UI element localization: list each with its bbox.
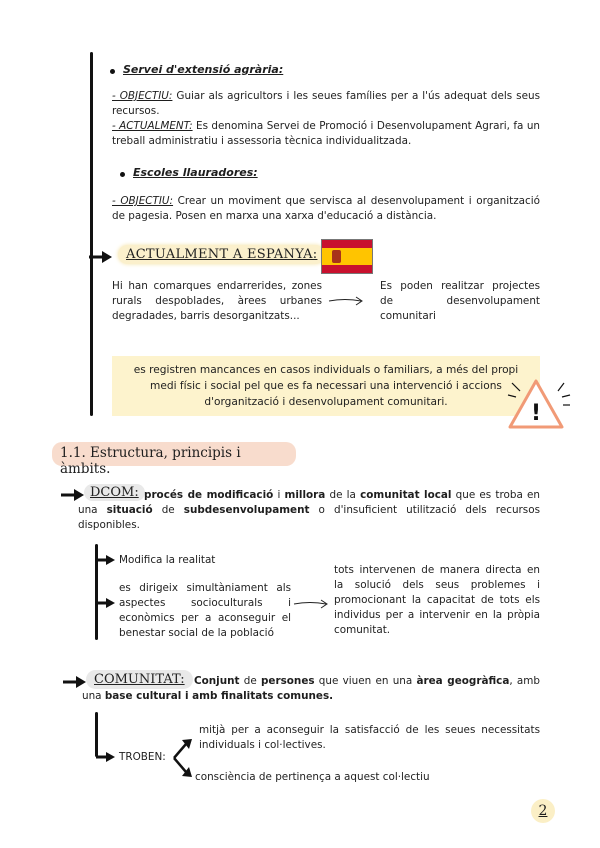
dcom-item2-right: tots intervenen de manera directa en la solució dels seus problemes i promocionant la capacitat de tots els individus per a intervenir en la pròpia comunitat. — [334, 564, 540, 636]
actualment-label: - ACTUALMENT: — [112, 120, 193, 132]
bullet-dot — [110, 69, 115, 74]
section-title: 1.1. Estructura, principis i àmbits. — [52, 442, 296, 466]
comunitat-t6: , amb una — [82, 675, 540, 702]
comunitat-t3: persones — [260, 675, 315, 687]
servei-objectiu — [112, 89, 540, 119]
dcom-item2: es dirigeix simultàniament als aspectes socioculturals i econòmics per a aconseguir el benestar social de la població — [119, 582, 291, 639]
dcom-definition — [78, 488, 540, 533]
comunitat-t1: Conjunt — [194, 675, 240, 687]
comunitat-t2: de — [239, 675, 261, 687]
dcom-t8: de — [152, 504, 184, 516]
escoles-objectiu — [112, 194, 540, 224]
servei-heading: Servei d'extensió agrària: — [123, 63, 284, 76]
warning-symbol: ! — [530, 401, 542, 426]
escoles-heading: Escoles llauradores: — [133, 166, 258, 179]
arrow-right-icon — [96, 597, 118, 609]
objectiu-text: Guiar als agricultors i les seues famílies per a l'ús adequat dels seus recursos. — [112, 90, 540, 117]
comunitat-t5: àrea geogràfica — [416, 675, 510, 687]
arrow-right-icon — [96, 554, 118, 566]
spain-flag — [321, 239, 373, 274]
dcom-t5: comunitat local — [360, 489, 452, 501]
arrow-right-icon — [88, 250, 114, 264]
objectiu-text: Crear un moviment que servisca al desenvolupament i organització de pagesia. Posen en marxa una xarxa d'educació a distància. — [112, 195, 540, 222]
dcom-t6: que es troba en una — [78, 489, 540, 516]
arrow-right-icon — [96, 751, 118, 763]
dcom-t10: o d'insuficient utilització dels recursos disponibles. — [78, 504, 540, 531]
servei-actualment — [112, 119, 540, 149]
page-number-badge — [531, 799, 555, 823]
troben-item1: mitjà per a aconseguir la satisfacció de les seues necessitats individuals i col·lectives. — [199, 724, 540, 751]
comunitat-t7: base cultural i amb finalitats comunes. — [104, 690, 334, 702]
thin-arrow-icon — [292, 598, 332, 610]
dcom-t4: de la — [325, 489, 361, 501]
dcom-item1: Modifica la realitat — [119, 554, 216, 566]
troben-label: TROBEN: — [119, 751, 166, 763]
thin-arrow-icon — [327, 295, 367, 307]
dcom-label: DCOM: — [84, 484, 145, 501]
troben-item2: consciència de pertinença a aquest col·lectiu — [195, 771, 430, 783]
warning-icon — [506, 375, 576, 431]
dcom-t3: millora — [284, 489, 326, 501]
espanya-left-text: Hi han comarques endarrerides, zones rurals despoblades, àrees urbanes degradades, barris desorganitzats... — [112, 280, 322, 322]
objectiu-label: - OBJECTIU: — [112, 195, 174, 207]
espanya-title: ACTUALMENT A ESPANYA: — [118, 245, 325, 264]
comunitat-definition — [82, 674, 540, 704]
objectiu-label: - OBJECTIU: — [112, 90, 173, 102]
dcom-t2: i — [273, 489, 285, 501]
page-number: 2 — [538, 803, 548, 819]
comunitat-label: COMUNITAT: — [86, 670, 193, 689]
espanya-callout — [112, 356, 540, 416]
left-timeline-line — [90, 52, 93, 416]
comunitat-t4: que viuen en una — [314, 675, 417, 687]
actualment-text: Es denomina Servei de Promoció i Desenvolupament Agrari, fa un treball administratiu i assessoria tècnica individualitzada. — [112, 120, 540, 147]
bullet-dot — [120, 172, 125, 177]
dcom-t9: subdesenvolupament — [183, 504, 310, 516]
callout-text: es registren mancances en casos individuals o familiars, a més del propi medi físic i social pel que es fa necessari una intervenció i accions d'organització i desenvolupament comunitari. — [133, 364, 519, 408]
espanya-right-text: Es poden realitzar projectes de desenvolupament comunitari — [380, 280, 540, 322]
dcom-t1: procés de modificació — [144, 489, 274, 501]
dcom-t7: situació — [106, 504, 153, 516]
